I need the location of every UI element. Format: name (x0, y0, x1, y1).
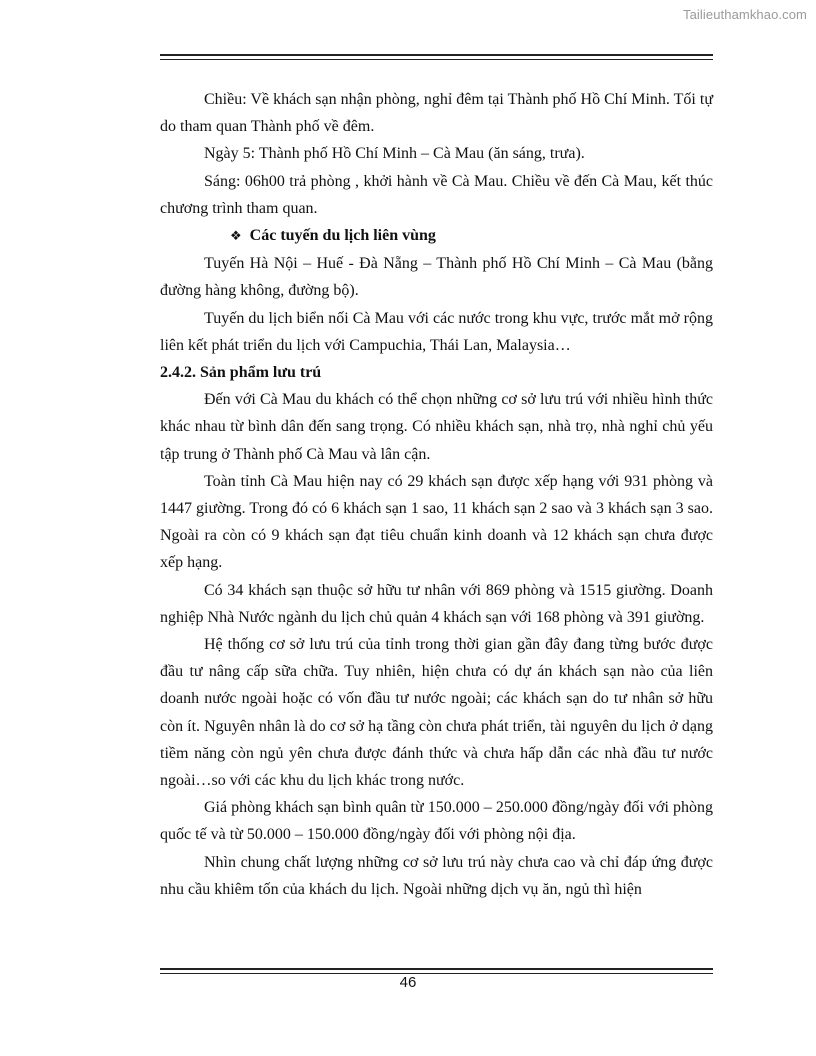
paragraph: Toàn tỉnh Cà Mau hiện nay có 29 khách sạn được xếp hạng với 931 phòng và 1447 giường. Trong đó có 6 khách sạn 1 sao, 11 khách sạn 2 sao và 3 khách sạn 3 sao. Ngoài ra còn có 9 khách sạn đạt tiêu chuẩn kinh doanh và 12 khách sạn chưa được xếp hạng. (160, 472, 713, 572)
paragraph: Giá phòng khách sạn bình quân từ 150.000 – 250.000 đồng/ngày đối với phòng quốc tế và từ 50.000 – 150.000 đồng/ngày đối với phòng nội địa. (160, 799, 713, 844)
paragraph: Tuyến du lịch biển nối Cà Mau với các nước trong khu vực, trước mắt mở rộng liên kết phát triển du lịch với Campuchia, Thái Lan, Malaysia… (160, 309, 713, 354)
header-rule (160, 54, 713, 56)
subheading (160, 222, 713, 250)
footer-rule (160, 968, 713, 970)
paragraph: Ngày 5: Thành phố Hồ Chí Minh – Cà Mau (ăn sáng, trưa). (204, 145, 585, 163)
watermark: Tailieuthamkhao.com (682, 7, 807, 22)
paragraph: Có 34 khách sạn thuộc sở hữu tư nhân với 869 phòng và 1515 giường. Doanh nghiệp Nhà Nước ngành du lịch chủ quản 4 khách sạn với 168 phòng và 391 giường. (160, 581, 713, 626)
header-rule-thin (160, 59, 713, 60)
paragraph: Chiều: Về khách sạn nhận phòng, nghỉ đêm tại Thành phố Hồ Chí Minh. Tối tự do tham quan Thành phố về đêm. (160, 91, 713, 136)
diamond-bullet-icon: ❖ (230, 229, 242, 245)
page-number: 46 (399, 974, 417, 991)
section-heading: 2.4.2. Sản phẩm lưu trú (160, 364, 322, 382)
paragraph: Đến với Cà Mau du khách có thể chọn những cơ sở lưu trú với nhiều hình thức khác nhau từ bình dân đến sang trọng. Có nhiều khách sạn, nhà trọ, nhà nghỉ chủ yếu tập trung ở Thành phố Cà Mau và lân cận. (160, 391, 713, 463)
paragraph: Sáng: 06h00 trả phòng , khởi hành về Cà Mau. Chiều về đến Cà Mau, kết thúc chương trình tham quan. (160, 172, 713, 217)
page-body (160, 86, 713, 903)
paragraph: Nhìn chung chất lượng những cơ sở lưu trú này chưa cao và chỉ đáp ứng được nhu cầu khiêm tốn của khách du lịch. Ngoài những dịch vụ ăn, ngủ thì hiện (160, 853, 713, 898)
paragraph: Tuyến Hà Nội – Huế - Đà Nẵng – Thành phố Hồ Chí Minh – Cà Mau (bằng đường hàng không, đường bộ). (160, 255, 713, 300)
subheading-text: Các tuyến du lịch liên vùng (249, 227, 436, 245)
paragraph: Hệ thống cơ sở lưu trú của tỉnh trong thời gian gần đây đang từng bước được đầu tư nâng cấp sữa chữa. Tuy nhiên, hiện chưa có dự án khách sạn nào của liên doanh nước ngoài hoặc có vốn đầu tư nước ngoài; các khách sạn do tư nhân sở hữu còn ít. Nguyên nhân là do cơ sở hạ tầng còn chưa phát triển, tài nguyên du lịch ở dạng tiềm năng còn ngủ yên chưa được đánh thức và chưa hấp dẫn các nhà đầu tư nước ngoài…so với các khu du lịch khác trong nước. (160, 636, 713, 790)
